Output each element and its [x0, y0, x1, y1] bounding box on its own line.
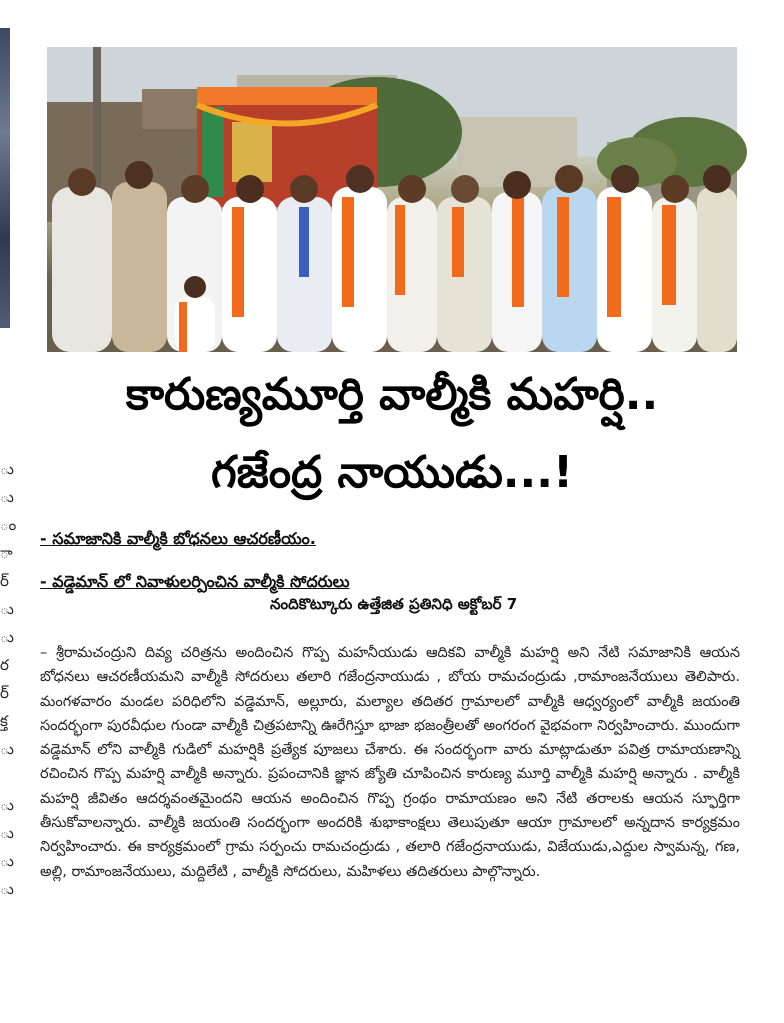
subhead-2: - వడ్డెమాన్ లో నివాళులర్పించిన వాల్మీకి సోదరులు	[40, 572, 350, 591]
adjacent-column-glyph: ు	[0, 824, 14, 842]
headline-line-2: గజేంద్ర నాయుడు...!	[210, 447, 574, 498]
adjacent-column-glyph: ు	[0, 880, 14, 898]
news-photo	[47, 47, 737, 352]
group-photo-icon	[47, 47, 737, 352]
adjacent-column-glyph: ు	[0, 488, 14, 506]
article-body: – శ్రీరామచంద్రుని దివ్య చరిత్రను అందించిన గొప్ప మహనీయుడు ఆదికవి వాల్మీకి మహర్షి అని నేటి సమాజానికి ఆయన బోధనలు ఆచరణీయమని వాల్మీకి సోదరులు తలారి గజేంద్రనాయుడు , బోయ రామచంద్రుడు ,రామాంజనేయులు తెలిపారు. మంగళవారం మండల పరిధిలోని వడ్డెమాన్, అల్లూరు, మల్యాల తదితర గ్రామాలలో వాల్మీకి ఆధ్వర్యంలో వాల్మీకి జయంతి సందర్భంగా పురవీధుల గుండా వాల్మీకి చిత్రపటాన్ని ఊరేగిస్తూ భాజా భజంత్రీలతో అంగరంగ వైభవంగా నిర్వహించారు. ముందుగా వడ్డెమాన్ లోని వాల్మీకి గుడిలో మహర్షికి ప్రత్యేక పూజలు చేశారు. ఈ సందర్భంగా వారు మాట్లాడుతూ పవిత్ర రామాయణాన్ని రచించిన గొప్ప మహర్షి వాల్మీకి అన్నారు. ప్రపంచానికి జ్ఞాన జ్యోతి చూపించిన కారుణ్య మూర్తి వాల్మీకి మహర్షి అన్నారు . వాల్మీకి మహర్షి జీవితం ఆదర్శవంతమైందని ఆయన అందించిన గొప్ప గ్రంథం రామాయణం అని నేటి తరాలకు ఆయన స్ఫూర్తిగా తీసుకోవాలన్నారు. వాల్మీకి జయంతి సందర్భంగా అందరికి శుభాకాంక్షలు తెలుపుతూ ఆయా గ్రామాలలో అన్నదాన కార్యక్రమం నిర్వహించారు. ఈ కార్యక్రమంలో గ్రామ సర్పంచు రామచంద్రుడు , తలారి గజేంద్రనాయుడు, విజేయుడు,ఎద్దుల స్వామన్న, గణ, అల్లి, రామాంజనేయులు, మద్దిలేటి , వాల్మీకి సోదరులు, మహిళలు తదితరులు పాల్గొన్నారు.	[40, 645, 740, 880]
adjacent-column-glyph: ు	[0, 852, 14, 870]
adjacent-column-text	[0, 455, 17, 903]
adjacent-column-glyph: ు	[0, 460, 14, 478]
adjacent-column-glyph: ు	[0, 600, 14, 618]
adjacent-column-glyph: ా	[0, 544, 13, 562]
adjacent-column-glyph	[0, 763, 12, 791]
adjacent-column-glyph: ర	[0, 656, 9, 674]
adjacent-column-glyph: ం	[0, 516, 17, 534]
adjacent-column-glyph: ు	[0, 740, 14, 758]
adjacent-column-glyph: ు	[0, 628, 14, 646]
adjacent-column-glyph: ర్	[0, 572, 9, 590]
subhead-1: - సమాజానికి వాల్మీకి బోధనలు ఆచరణీయం.	[40, 529, 316, 548]
adjacent-column-glyph: ు	[0, 796, 14, 814]
headline-line-1: కారుణ్యమూర్తి వాల్మీకి మహర్షి..	[125, 369, 659, 420]
adjacent-photo-edge	[0, 28, 10, 328]
dateline: నందికొట్కూరు ఉత్తేజిత ప్రతినిధి అక్టోబర్ 7	[270, 595, 518, 613]
adjacent-column-glyph: క్త	[0, 712, 8, 730]
adjacent-column-glyph: ర్	[0, 684, 9, 702]
